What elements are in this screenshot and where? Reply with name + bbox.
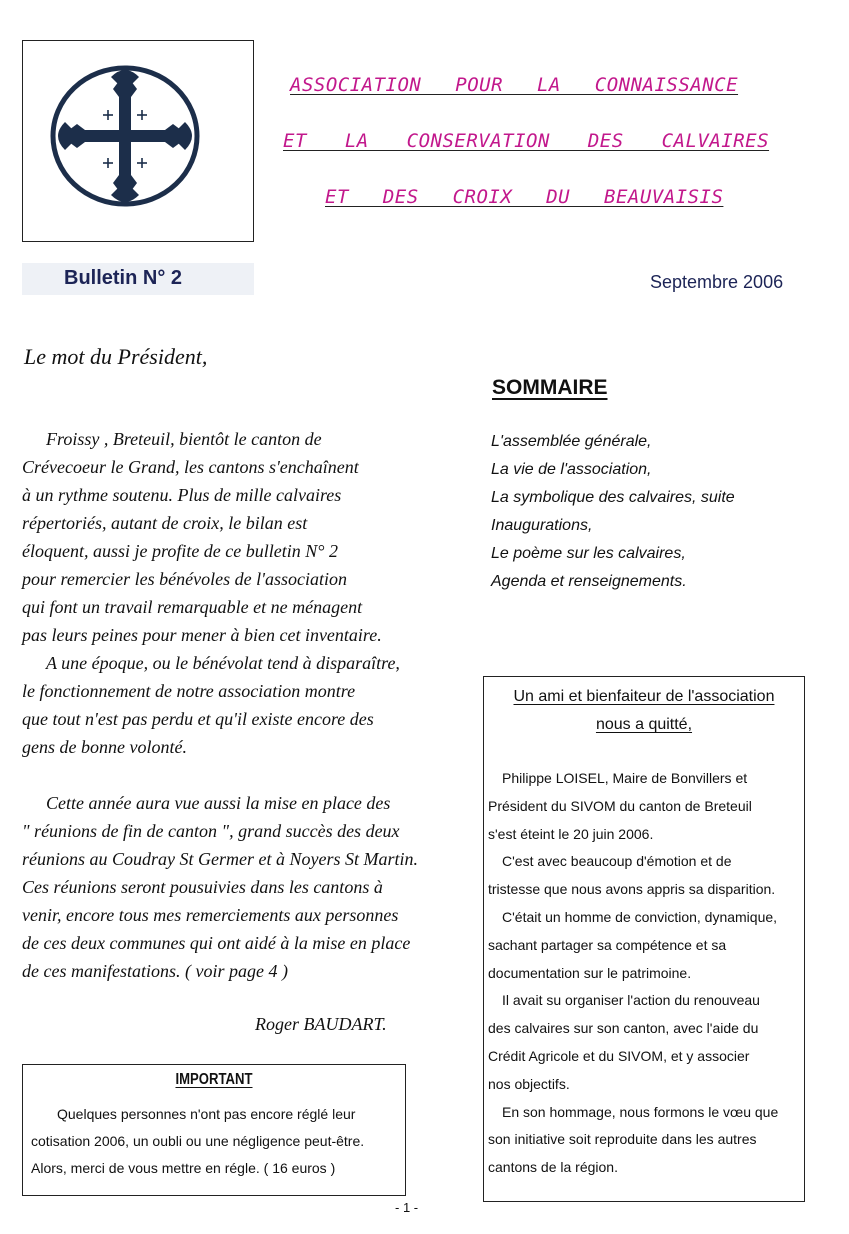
tribute-box: [483, 676, 805, 1202]
prose-line: " réunions de fin de canton ", grand succès des deux: [22, 821, 400, 841]
body-line: Quelques personnes n'ont pas encore réglé leur: [57, 1106, 356, 1122]
body-line: tristesse que nous avons appris sa disparition.: [488, 881, 776, 898]
prose-line: qui font un travail remarquable et ne ménagent: [22, 597, 363, 617]
prose-line: venir, encore tous mes remerciements aux personnes: [22, 905, 399, 925]
prose-line: réunions au Coudray St Germer et à Noyers St Martin.: [22, 849, 418, 869]
prose-line: de ces manifestations. ( voir page 4 ): [22, 961, 288, 981]
tribute-title-line: Un ami et bienfaiteur de l'association: [513, 688, 775, 705]
body-line: son initiative soit reproduite dans les autres: [488, 1131, 757, 1148]
tribute-title: [484, 683, 804, 739]
president-heading: Le mot du Président,: [24, 344, 208, 369]
body-line: Philippe LOISEL, Maire de Bonvillers et: [502, 770, 748, 786]
important-title: IMPORTANT: [175, 1071, 253, 1088]
body-line: Président du SIVOM du canton de Breteuil: [488, 797, 752, 814]
bulletin-number: Bulletin N° 2: [64, 267, 183, 289]
tribute-body: [488, 765, 804, 1182]
sommaire-item: La symbolique des calvaires, suite: [491, 489, 735, 506]
body-line: En son hommage, nous formons le vœu que: [502, 1103, 779, 1120]
prose-line: éloquent, aussi je profite de ce bulletin N° 2: [22, 541, 338, 561]
sommaire-item: Le poème sur les calvaires,: [491, 545, 686, 562]
prose-line: répertoriés, autant de croix, le bilan est: [22, 513, 308, 533]
association-title-line-1: ASSOCIATION POUR LA CONNAISSANCE: [290, 74, 739, 96]
prose-line: A une époque, ou le bénévolat tend à disparaître,: [46, 653, 400, 673]
logo-box: [22, 40, 254, 242]
body-line: Crédit Agricole et du SIVOM, et y associer: [488, 1047, 750, 1064]
sommaire-title: SOMMAIRE: [492, 376, 608, 399]
page-number: - 1 -: [395, 1200, 419, 1215]
important-body: [31, 1101, 401, 1182]
important-box: [22, 1064, 406, 1196]
association-title-line-2: ET LA CONSERVATION DES CALVAIRES: [283, 130, 770, 152]
sommaire-item: Inaugurations,: [491, 517, 593, 534]
prose-line: Froissy , Breteuil, bientôt le canton de: [46, 429, 322, 449]
issue-date: Septembre 2006: [650, 272, 784, 292]
body-line: Alors, merci de vous mettre en régle. ( 16 euros ): [31, 1160, 336, 1176]
body-line: C'est avec beaucoup d'émotion et de: [502, 853, 732, 870]
prose-line: Ces réunions seront pousuivies dans les cantons à: [22, 877, 383, 897]
body-line: nos objectifs.: [488, 1075, 570, 1092]
sommaire-list: [491, 428, 821, 596]
prose-line: Cette année aura vue aussi la mise en place des: [46, 793, 391, 813]
prose-line: de ces deux communes qui ont aidé à la mise en place: [22, 933, 411, 953]
body-line: sachant partager sa compétence et sa: [488, 936, 727, 953]
prose-line: le fonctionnement de notre association montre: [22, 681, 356, 701]
body-line: cotisation 2006, un oubli ou une négligence peut-être.: [31, 1133, 365, 1149]
prose-line: Crévecoeur le Grand, les cantons s'enchaînent: [22, 457, 359, 477]
sommaire-item: Agenda et renseignements.: [491, 573, 687, 590]
prose-line: gens de bonne volonté.: [22, 737, 187, 757]
body-line: documentation sur le patrimoine.: [488, 964, 692, 981]
body-line: des calvaires sur son canton, avec l'aide du: [488, 1020, 759, 1037]
prose-line: pas leurs peines pour mener à bien cet inventaire.: [22, 625, 382, 645]
president-paragraph-2: [22, 649, 442, 761]
sommaire-item: L'assemblée générale,: [491, 433, 652, 450]
prose-line: que tout n'est pas perdu et qu'il existe encore des: [22, 709, 374, 729]
bulletin-bar: [22, 263, 254, 295]
body-line: s'est éteint le 20 juin 2006.: [488, 825, 654, 842]
prose-line: à un rythme soutenu. Plus de mille calvaires: [22, 485, 342, 505]
tribute-title-line: nous a quitté,: [595, 716, 693, 733]
body-line: Il avait su organiser l'action du renouveau: [502, 992, 760, 1009]
president-paragraph-1: [22, 425, 442, 649]
sommaire-item: La vie de l'association,: [491, 461, 652, 478]
body-line: C'était un homme de conviction, dynamique,: [502, 908, 778, 925]
president-signature: Roger BAUDART.: [255, 1014, 387, 1034]
association-title-line-3: ET DES CROIX DU BEAUVAISIS: [325, 186, 724, 208]
president-paragraph-3: [22, 789, 442, 985]
cross-logo-icon: [23, 41, 253, 241]
body-line: cantons de la région.: [488, 1159, 618, 1176]
prose-line: pour remercier les bénévoles de l'association: [22, 569, 347, 589]
